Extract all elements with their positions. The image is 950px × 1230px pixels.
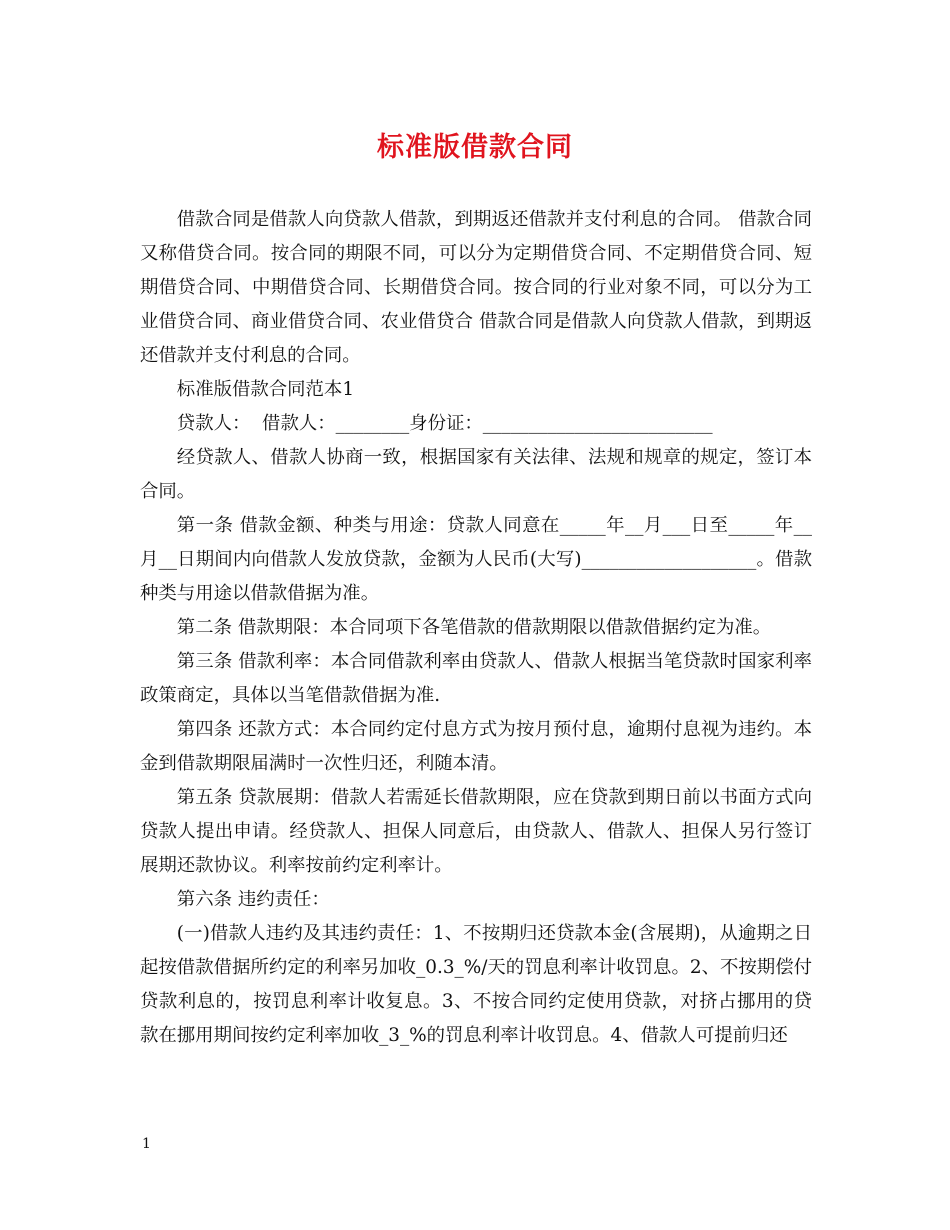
intro-paragraph: 借款合同是借款人向贷款人借款，到期返还借款并支付利息的合同。 借款合同又称借贷合同。按合同的期限不同，可以分为定期借贷合同、不定期借贷合同、短期借贷合同、中期借贷合同、长期借贷合同。按合同的行业对象不同，可以分为工业借贷合同、商业借贷合同、农业借贷合 借款合同是借款人向贷款人借款，到期返还借款并支付利息的合同。 bbox=[140, 209, 812, 366]
article-4: 第四条 还款方式：本合同约定付息方式为按月预付息，逾期付息视为违约。本金到借款期限届满时一次性归还，利随本清。 bbox=[140, 719, 812, 774]
agreement-paragraph: 经贷款人、借款人协商一致，根据国家有关法律、法规和规章的规定，签订本合同。 bbox=[140, 447, 812, 502]
article-2: 第二条 借款期限：本合同项下各笔借款的借款期限以借款借据约定为准。 bbox=[176, 617, 772, 638]
article-5: 第五条 贷款展期：借款人若需延长借款期限，应在贷款到期日前以书面方式向贷款人提出申请。经贷款人、担保人同意后，由贷款人、借款人、担保人另行签订展期还款协议。利率按前约定利率计。 bbox=[140, 787, 812, 876]
article-1: 第一条 借款金额、种类与用途：贷款人同意在_____年__月___日至_____年__月__日期间内向借款人发放贷款，金额为人民币(大写)___________________。借款种类与用途以借款借据为准。 bbox=[140, 515, 812, 604]
document-title: 标准版借款合同 bbox=[377, 132, 573, 163]
document-body bbox=[140, 203, 812, 1053]
article-6-heading: 第六条 违约责任： bbox=[176, 889, 330, 910]
article-6-clause-1: (一)借款人违约及其违约责任：1、不按期归还贷款本金(含展期)，从逾期之日起按借款借据所约定的利率另加收_0.3_%/天的罚息利率计收罚息。2、不按期偿付贷款利息的，按罚息利率计收复息。3、不按合同约定使用贷款，对挤占挪用的贷款在挪用期间按约定利率加收_3_%的罚息利率计收罚息。4、借款人可提前归还 bbox=[140, 923, 812, 1046]
parties-line: 贷款人： 借款人：________身份证：_________________________ bbox=[176, 413, 713, 434]
template-heading: 标准版借款合同范本1 bbox=[176, 379, 355, 400]
article-3: 第三条 借款利率：本合同借款利率由贷款人、借款人根据当笔贷款时国家利率政策商定，具体以当笔借款借据为准. bbox=[140, 651, 812, 706]
page-number: 1 bbox=[142, 1136, 151, 1152]
